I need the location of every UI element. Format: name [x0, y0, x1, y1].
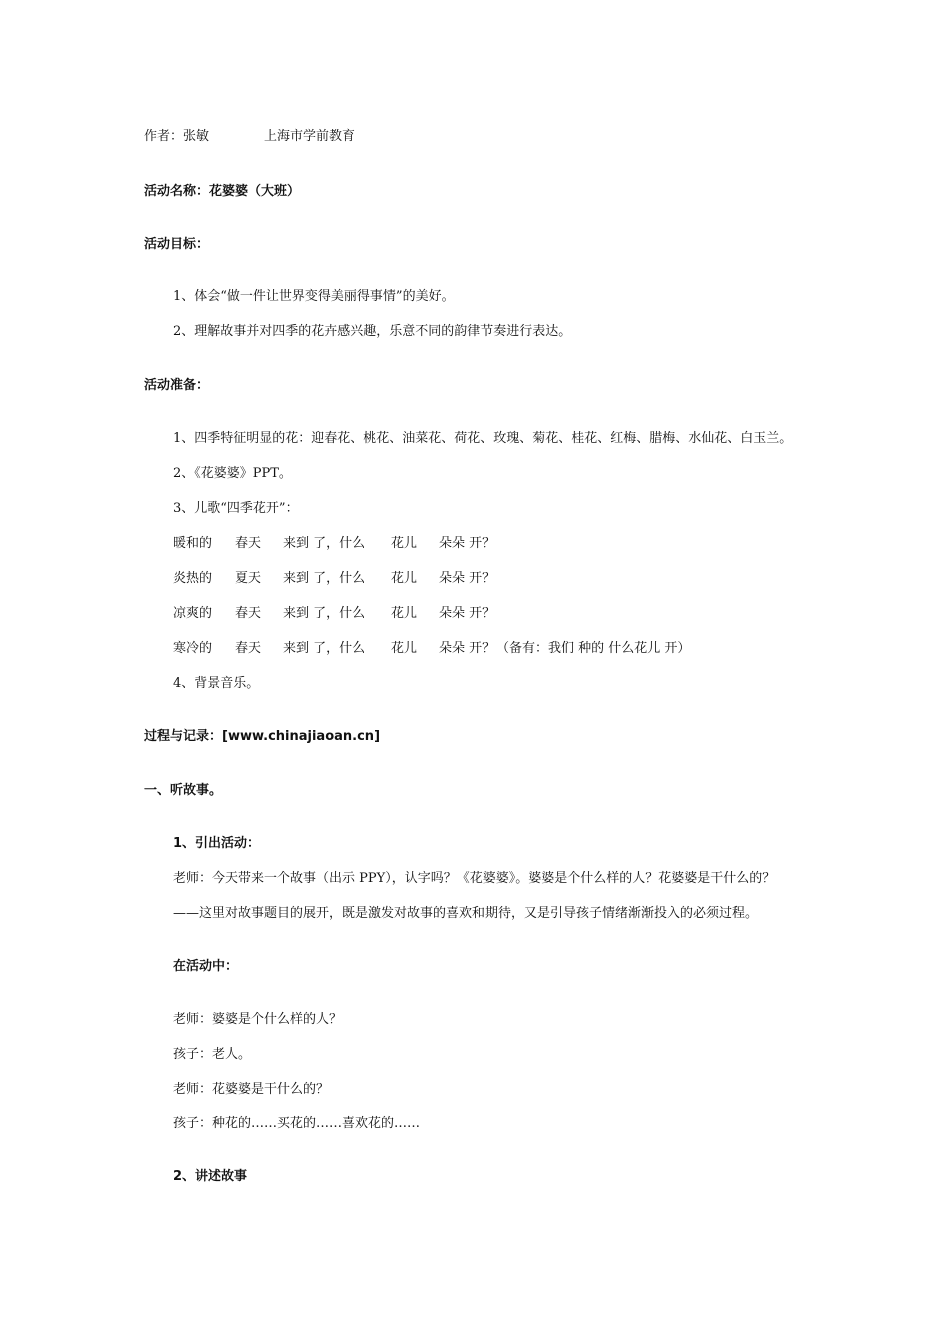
poem-word: 暖和的	[173, 536, 213, 551]
teacher-intro: 老师：今天带来一个故事（出示 PPY），认字吗？《花婆婆》。婆婆是个什么样的人？花婆婆是干什么的？	[173, 871, 776, 886]
poem-word: 春天	[235, 606, 262, 621]
poem-line-3	[0, 605, 950, 623]
poem-word: 朵朵 开？	[439, 641, 496, 656]
poem-note: （备有：我们 种的 什么花儿 开）	[496, 641, 691, 656]
poem-word: 来到 了，什么	[283, 606, 366, 621]
dialog-line-4: 孩子：种花的……买花的……喜欢花的……	[173, 1116, 421, 1131]
poem-word: 寒冷的	[173, 641, 213, 656]
poem-word: 来到 了，什么	[283, 641, 366, 656]
comment: ——这里对故事题目的展开，既是激发对故事的喜欢和期待，又是引导孩子情绪渐渐投入的必须过程。	[173, 906, 759, 921]
process-heading: 过程与记录：[www.chinajiaoan.cn]	[144, 729, 381, 744]
poem-word: 花儿	[391, 641, 418, 656]
poem-word: 朵朵 开？	[439, 536, 496, 551]
poem-word: 朵朵 开？	[439, 606, 496, 621]
poem-word: 春天	[235, 641, 262, 656]
poem-word: 花儿	[391, 536, 418, 551]
poem-word: 凉爽的	[173, 606, 213, 621]
organization: 上海市学前教育	[264, 129, 356, 144]
part-1-heading: 一、听故事。	[144, 783, 223, 798]
in-activity-heading: 在活动中：	[173, 959, 239, 974]
sub-2-heading: 2、讲述故事	[173, 1169, 248, 1184]
poem-word: 炎热的	[173, 571, 213, 586]
goal-item-1: 1、体会“做一件让世界变得美丽得事情”的美好。	[173, 289, 455, 304]
poem-line-1	[0, 535, 950, 553]
author-line	[144, 128, 209, 146]
poem-word: 花儿	[391, 571, 418, 586]
poem-line-2	[0, 570, 950, 588]
activity-name: 活动名称：花婆婆（大班）	[144, 184, 301, 199]
poem-word: 夏天	[235, 571, 262, 586]
dialog-line-2: 孩子：老人。	[173, 1047, 252, 1062]
prep-heading: 活动准备：	[144, 378, 210, 393]
goals-heading: 活动目标：	[144, 237, 210, 252]
poem-word: 春天	[235, 536, 262, 551]
author: 作者：张敏	[144, 129, 210, 144]
poem-line-4	[0, 640, 950, 658]
poem-word: 朵朵 开？	[439, 571, 496, 586]
poem-word: 花儿	[391, 606, 418, 621]
poem-word: 来到 了，什么	[283, 571, 366, 586]
dialog-line-3: 老师：花婆婆是干什么的？	[173, 1082, 330, 1097]
prep-item-2: 2、《花婆婆》PPT。	[173, 466, 292, 481]
poem-word: 来到 了，什么	[283, 536, 366, 551]
goal-item-2: 2、理解故事并对四季的花卉感兴趣，乐意不同的韵律节奏进行表达。	[173, 324, 572, 339]
prep-item-1: 1、四季特征明显的花：迎春花、桃花、油菜花、荷花、玫瑰、菊花、桂花、红梅、腊梅、水仙花、白玉兰。	[173, 431, 793, 446]
sub-1-heading: 1、引出活动：	[173, 836, 261, 851]
dialog-line-1: 老师：婆婆是个什么样的人？	[173, 1012, 343, 1027]
prep-item-4: 4、背景音乐。	[173, 676, 260, 691]
prep-item-3: 3、儿歌“四季花开”：	[173, 501, 299, 516]
